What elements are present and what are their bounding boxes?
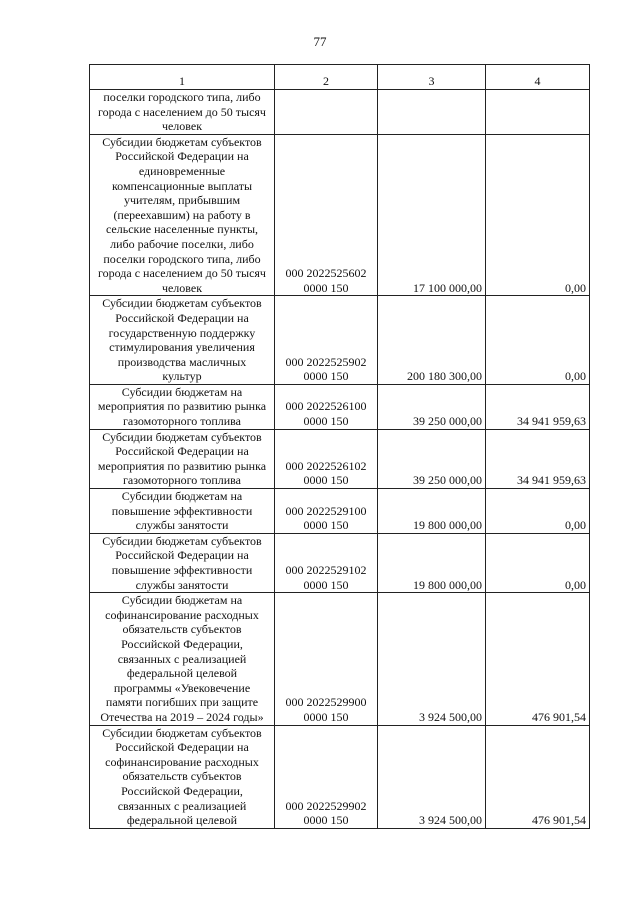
row-planned-amount: 39 250 000,00 bbox=[378, 429, 486, 488]
description-line: Отечества на 2019 – 2024 годы» bbox=[100, 709, 264, 724]
row-budget-code bbox=[275, 90, 378, 135]
row-description bbox=[90, 384, 275, 429]
column-header-4: 4 bbox=[486, 65, 590, 90]
description-line: Российской Федерации, bbox=[121, 783, 243, 798]
description-line: учителям, прибывшим bbox=[123, 193, 241, 208]
description-line: Российской Федерации на bbox=[115, 740, 249, 755]
description-line: повышение эффективности bbox=[111, 503, 253, 518]
description-line: связанных с реализацией bbox=[117, 798, 247, 813]
description-line: человек bbox=[161, 119, 203, 134]
table-row bbox=[90, 593, 590, 725]
row-executed-amount: 476 901,54 bbox=[486, 725, 590, 828]
table-row bbox=[90, 134, 590, 296]
description-line: обязательств субъектов bbox=[122, 769, 242, 784]
description-line: мероприятия по развитию рынка bbox=[97, 458, 267, 473]
description-line: города с населением до 50 тысяч bbox=[98, 104, 266, 119]
row-executed-amount: 0,00 bbox=[486, 296, 590, 385]
description-line: федеральной целевой bbox=[126, 813, 238, 828]
budget-code-line: 0000 150 bbox=[303, 813, 349, 828]
budget-code-line: 000 2022525902 bbox=[285, 354, 367, 369]
description-line: софинансирование расходных bbox=[105, 754, 259, 769]
description-line: мероприятия по развитию рынка bbox=[97, 399, 267, 414]
row-description bbox=[90, 429, 275, 488]
description-line: Российской Федерации на bbox=[115, 444, 249, 459]
row-budget-code bbox=[275, 725, 378, 828]
description-line: культур bbox=[162, 369, 202, 384]
description-line: Субсидии бюджетам на bbox=[121, 593, 243, 608]
description-line: Субсидии бюджетам на bbox=[121, 384, 243, 399]
row-budget-code bbox=[275, 489, 378, 534]
row-description bbox=[90, 90, 275, 135]
row-planned-amount: 3 924 500,00 bbox=[378, 725, 486, 828]
budget-code-line: 000 2022525602 bbox=[285, 266, 367, 281]
description-line: службы занятости bbox=[135, 577, 229, 592]
page-number: 77 bbox=[313, 34, 327, 49]
budget-code-line: 000 2022526102 bbox=[285, 458, 367, 473]
column-header-3: 3 bbox=[378, 65, 486, 90]
budget-code-line: 0000 150 bbox=[303, 473, 349, 488]
description-line: Субсидии бюджетам субъектов bbox=[102, 429, 262, 444]
row-budget-code bbox=[275, 296, 378, 385]
row-budget-code bbox=[275, 593, 378, 725]
row-executed-amount: 34 941 959,63 bbox=[486, 384, 590, 429]
row-description bbox=[90, 134, 275, 296]
description-line: памяти погибших при защите bbox=[105, 695, 259, 710]
description-line: Российской Федерации на bbox=[115, 310, 249, 325]
row-executed-amount: 0,00 bbox=[486, 134, 590, 296]
budget-code-line: 0000 150 bbox=[303, 280, 349, 295]
description-line: софинансирование расходных bbox=[105, 607, 259, 622]
table-header bbox=[90, 65, 590, 90]
column-header-2: 2 bbox=[275, 65, 378, 90]
description-line: либо рабочие поселки, либо bbox=[110, 236, 254, 251]
budget-code-line: 0000 150 bbox=[303, 709, 349, 724]
table-row bbox=[90, 296, 590, 385]
description-line: Российской Федерации на bbox=[115, 149, 249, 164]
row-description bbox=[90, 725, 275, 828]
description-line: повышение эффективности bbox=[111, 563, 253, 577]
description-line: единовременные bbox=[138, 163, 226, 178]
description-line: службы занятости bbox=[135, 518, 229, 533]
row-planned-amount: 19 800 000,00 bbox=[378, 489, 486, 534]
description-line: Субсидии бюджетам субъектов bbox=[102, 725, 262, 740]
table-row bbox=[90, 429, 590, 488]
budget-code-line: 0000 150 bbox=[303, 577, 349, 592]
table-row bbox=[90, 533, 590, 592]
description-line: поселки городского типа, либо bbox=[103, 90, 261, 104]
description-line: обязательств субъектов bbox=[122, 622, 242, 637]
description-line: поселки городского типа, либо bbox=[103, 251, 261, 266]
row-executed-amount bbox=[486, 90, 590, 135]
row-budget-code bbox=[275, 134, 378, 296]
row-description bbox=[90, 296, 275, 385]
budget-code-line: 000 2022526100 bbox=[285, 399, 367, 414]
row-executed-amount: 0,00 bbox=[486, 533, 590, 592]
header-row bbox=[90, 65, 590, 90]
table-row bbox=[90, 725, 590, 828]
row-planned-amount: 200 180 300,00 bbox=[378, 296, 486, 385]
description-line: Субсидии бюджетам на bbox=[121, 489, 243, 504]
description-line: сельские населенные пункты, bbox=[105, 222, 259, 237]
budget-code-line: 000 2022529900 bbox=[285, 695, 367, 710]
budget-code-line: 0000 150 bbox=[303, 518, 349, 533]
budget-code-line: 000 2022529902 bbox=[285, 798, 367, 813]
budget-table bbox=[89, 64, 590, 829]
description-line: человек bbox=[161, 280, 203, 295]
description-line: компенсационные выплаты bbox=[111, 178, 253, 193]
row-planned-amount: 17 100 000,00 bbox=[378, 134, 486, 296]
description-line: производства масличных bbox=[117, 354, 247, 369]
row-planned-amount bbox=[378, 90, 486, 135]
row-planned-amount: 3 924 500,00 bbox=[378, 593, 486, 725]
row-executed-amount: 476 901,54 bbox=[486, 593, 590, 725]
table-body bbox=[90, 90, 590, 829]
description-line: города с населением до 50 тысяч bbox=[98, 266, 266, 281]
table-row bbox=[90, 384, 590, 429]
description-line: Российской Федерации, bbox=[121, 636, 243, 651]
description-line: государственную поддержку bbox=[108, 325, 256, 340]
row-description bbox=[90, 593, 275, 725]
column-header-1: 1 bbox=[90, 65, 275, 90]
description-line: стимулирования увеличения bbox=[109, 340, 255, 355]
row-executed-amount: 0,00 bbox=[486, 489, 590, 534]
row-budget-code bbox=[275, 384, 378, 429]
budget-code-line: 0000 150 bbox=[303, 414, 349, 429]
row-description bbox=[90, 489, 275, 534]
description-line: газомоторного топлива bbox=[122, 473, 241, 488]
description-line: Субсидии бюджетам субъектов bbox=[102, 134, 262, 149]
row-executed-amount: 34 941 959,63 bbox=[486, 429, 590, 488]
row-description bbox=[90, 533, 275, 592]
description-line: газомоторного топлива bbox=[122, 414, 241, 429]
table-row bbox=[90, 489, 590, 534]
row-budget-code bbox=[275, 533, 378, 592]
description-line: Российской Федерации на bbox=[115, 548, 249, 563]
description-line: Субсидии бюджетам субъектов bbox=[102, 533, 262, 548]
table-row bbox=[90, 90, 590, 135]
description-line: (переехавшим) на работу в bbox=[113, 207, 251, 222]
row-budget-code bbox=[275, 429, 378, 488]
description-line: программы «Увековечение bbox=[113, 680, 251, 695]
budget-code-line: 000 2022529102 bbox=[285, 563, 367, 577]
row-planned-amount: 19 800 000,00 bbox=[378, 533, 486, 592]
row-planned-amount: 39 250 000,00 bbox=[378, 384, 486, 429]
budget-code-line: 000 2022529100 bbox=[285, 503, 367, 518]
description-line: связанных с реализацией bbox=[117, 651, 247, 666]
budget-code-line: 0000 150 bbox=[303, 369, 349, 384]
description-line: Субсидии бюджетам субъектов bbox=[102, 296, 262, 311]
description-line: федеральной целевой bbox=[126, 666, 238, 681]
